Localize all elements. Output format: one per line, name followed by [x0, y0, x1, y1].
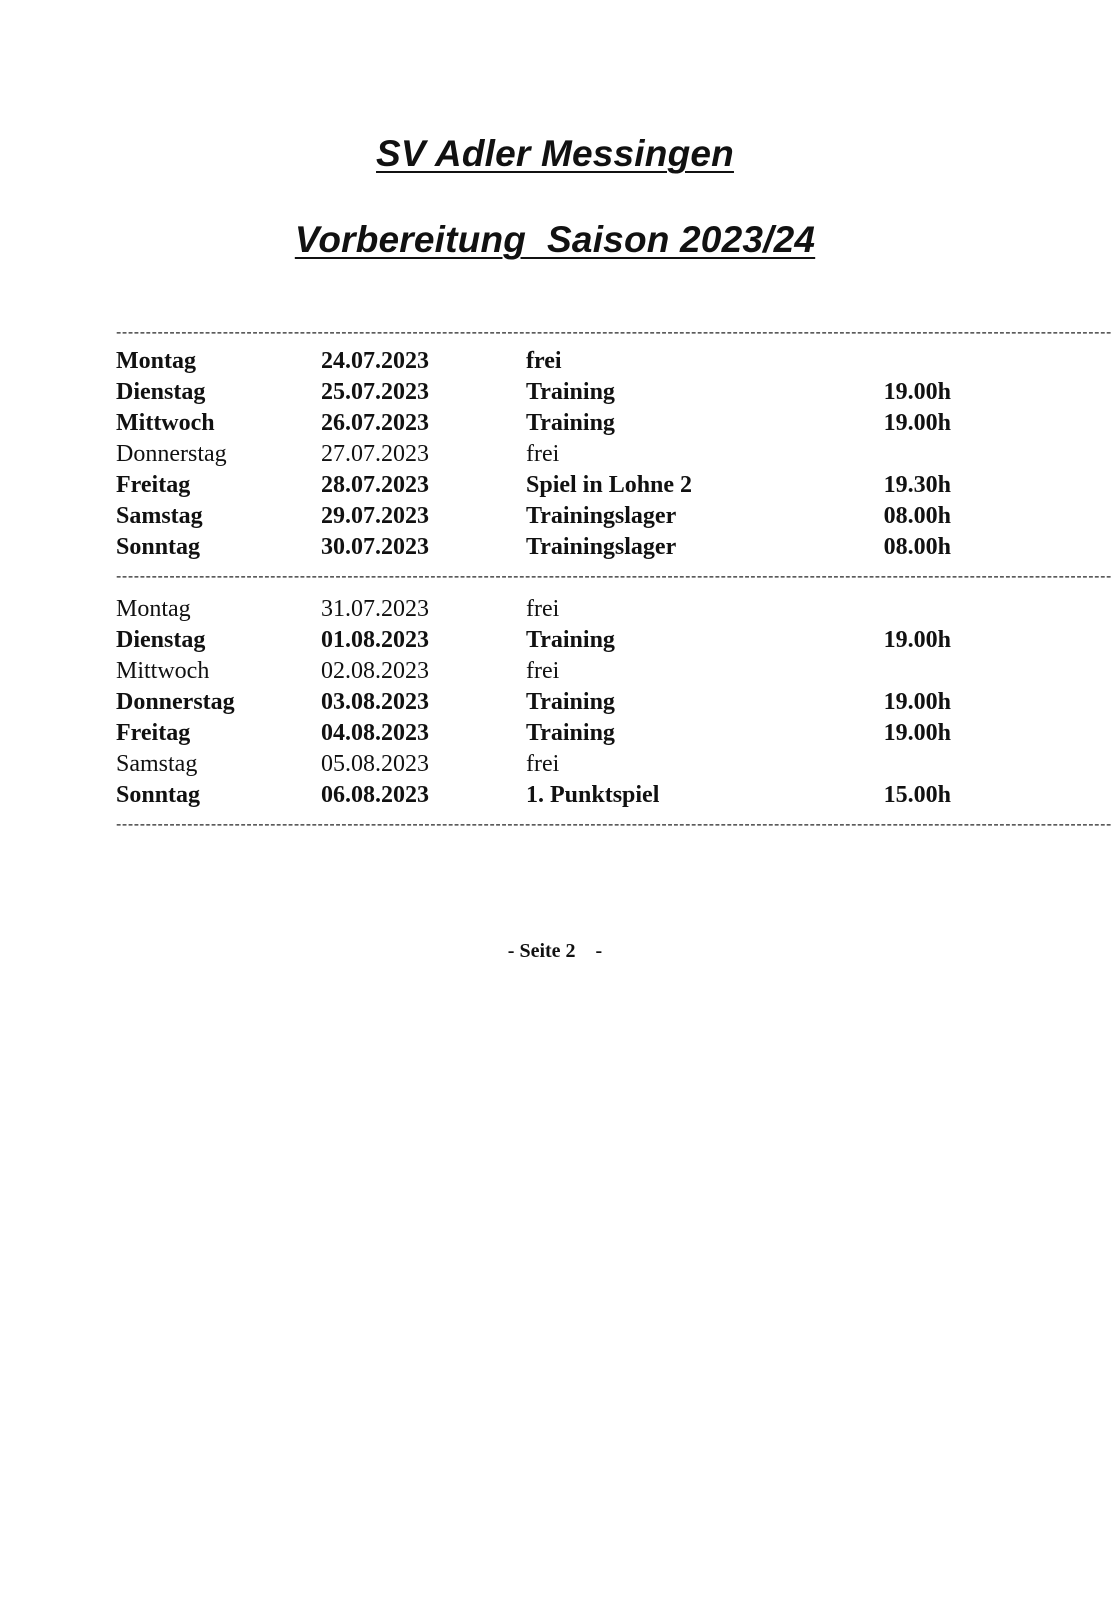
date-cell: 03.08.2023 [321, 689, 429, 715]
schedule-row [116, 408, 951, 439]
date-cell: 25.07.2023 [321, 379, 429, 405]
season-subtitle: Vorbereitung Saison 2023/24 [294, 219, 816, 260]
event-cell: frei [526, 348, 562, 374]
date-cell: 29.07.2023 [321, 503, 429, 529]
schedule-row [116, 439, 951, 470]
date-cell: 27.07.2023 [321, 441, 429, 467]
event-cell: Spiel in Lohne 2 [526, 472, 693, 498]
schedule-row [116, 625, 951, 656]
schedule-week-1 [116, 346, 951, 563]
event-cell: Trainingslager [526, 534, 677, 560]
day-cell: Montag [116, 348, 196, 374]
event-cell: frei [526, 441, 560, 467]
time-cell: 19.00h [883, 720, 951, 746]
day-cell: Donnerstag [116, 689, 235, 715]
schedule-row [116, 594, 951, 625]
time-cell: 08.00h [883, 503, 951, 529]
time-cell: 19.00h [883, 627, 951, 653]
date-cell: 01.08.2023 [321, 627, 429, 653]
day-cell: Freitag [116, 472, 191, 498]
separator-line: ------------------------------------------------------------------------------------------------------------------------------------------------------------------------ [116, 568, 1112, 585]
time-cell: 19.00h [883, 689, 951, 715]
date-cell: 31.07.2023 [321, 596, 429, 622]
day-cell: Mittwoch [116, 410, 215, 436]
day-cell: Dienstag [116, 379, 206, 405]
schedule-row [116, 687, 951, 718]
schedule-row [116, 656, 951, 687]
event-cell: Training [526, 379, 615, 405]
date-cell: 26.07.2023 [321, 410, 429, 436]
day-cell: Donnerstag [116, 441, 227, 467]
schedule-row [116, 470, 951, 501]
day-cell: Sonntag [116, 782, 201, 808]
event-cell: Training [526, 689, 615, 715]
date-cell: 30.07.2023 [321, 534, 429, 560]
separator-line: ------------------------------------------------------------------------------------------------------------------------------------------------------------------------ [116, 324, 1112, 341]
schedule-row [116, 532, 951, 563]
date-cell: 24.07.2023 [321, 348, 429, 374]
separator-line: ------------------------------------------------------------------------------------------------------------------------------------------------------------------------ [116, 816, 1112, 833]
time-cell: 19.00h [883, 379, 951, 405]
event-cell: Trainingslager [526, 503, 677, 529]
page-number [0, 940, 1110, 963]
day-cell: Freitag [116, 720, 191, 746]
event-cell: Training [526, 627, 615, 653]
schedule-row [116, 749, 951, 780]
date-cell: 06.08.2023 [321, 782, 429, 808]
day-cell: Samstag [116, 503, 203, 529]
day-cell: Mittwoch [116, 658, 210, 684]
event-cell: 1. Punktspiel [526, 782, 660, 808]
day-cell: Dienstag [116, 627, 206, 653]
club-title: SV Adler Messingen [376, 133, 734, 174]
event-cell: frei [526, 596, 560, 622]
schedule-row [116, 780, 951, 811]
event-cell: frei [526, 751, 560, 777]
schedule-row [116, 346, 951, 377]
schedule-week-2 [116, 594, 951, 811]
page-number-label: - Seite 2 - [507, 940, 603, 962]
date-cell: 05.08.2023 [321, 751, 429, 777]
event-cell: Training [526, 410, 615, 436]
day-cell: Samstag [116, 751, 198, 777]
schedule-row [116, 718, 951, 749]
day-cell: Sonntag [116, 534, 201, 560]
date-cell: 28.07.2023 [321, 472, 429, 498]
time-cell: 08.00h [883, 534, 951, 560]
time-cell: 19.00h [883, 410, 951, 436]
time-cell: 15.00h [883, 782, 951, 808]
event-cell: frei [526, 658, 560, 684]
time-cell: 19.30h [883, 472, 951, 498]
date-cell: 04.08.2023 [321, 720, 429, 746]
event-cell: Training [526, 720, 615, 746]
schedule-row [116, 501, 951, 532]
date-cell: 02.08.2023 [321, 658, 429, 684]
day-cell: Montag [116, 596, 191, 622]
schedule-row [116, 377, 951, 408]
